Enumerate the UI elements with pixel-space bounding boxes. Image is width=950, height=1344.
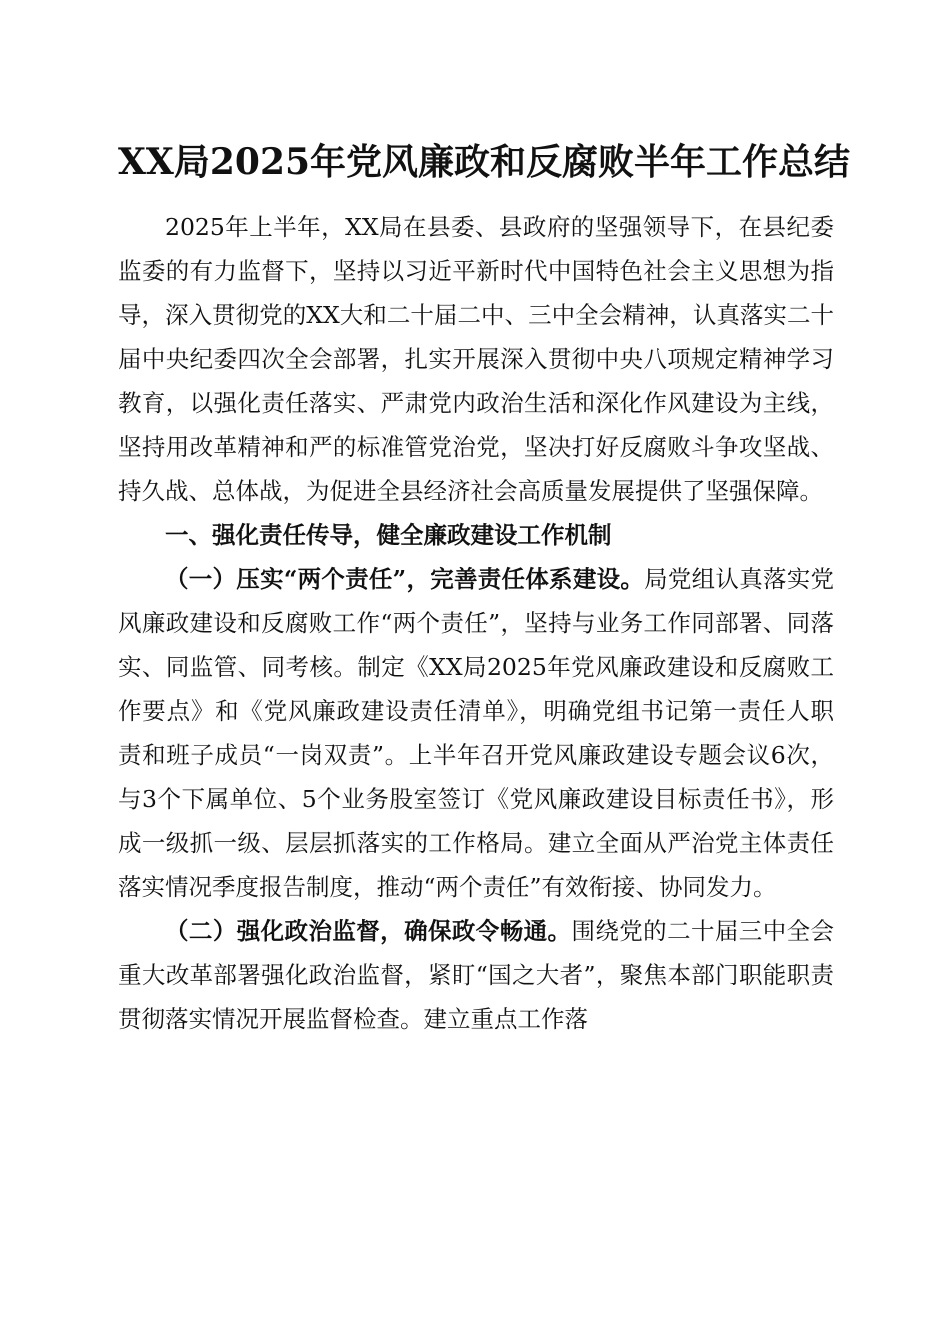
intro-paragraph: 2025年上半年，XX局在县委、县政府的坚强领导下，在县纪委监委的有力监督下，坚持以习近平新时代中国特色社会主义思想为指导，深入贯彻党的XX大和二十届二中、三中全会精神，认真落实二十届中央纪委四次全会部署，扎实开展深入贯彻中央八项规定精神学习教育，以强化责任落实、严肃党内政治生活和深化作风建设为主线，坚持用改革精神和严的标准管党治党，坚决打好反腐败斗争攻坚战、持久战、总体战，为促进全县经济社会高质量发展提供了坚强保障。 — [118, 213, 834, 505]
subsection-2-lead: （二）强化政治监督，确保政令畅通。 — [165, 917, 572, 945]
subsection-1-lead: （一）压实“两个责任”，完善责任体系建设。 — [165, 565, 645, 593]
section-1-heading: 一、强化责任传导，健全廉政建设工作机制 — [165, 521, 612, 549]
subsection-1-paragraph — [118, 557, 834, 909]
subsection-1-body: 局党组认真落实党风廉政建设和反腐败工作“两个责任”，坚持与业务工作同部署、同落实、同监管、同考核。制定《XX局2025年党风廉政建设和反腐败工作要点》和《党风廉政建设责任清单》，明确党组书记第一责任人职责和班子成员“一岗双责”。上半年召开党风廉政建设专题会议6次，与3个下属单位、5个业务股室签订《党风廉政建设目标责任书》，形成一级抓一级、层层抓落实的工作格局。建立全面从严治党主体责任落实情况季度报告制度，推动“两个责任”有效衔接、协同发力。 — [118, 565, 834, 901]
subsection-2-paragraph — [118, 909, 834, 1041]
document-body — [118, 205, 834, 1041]
subsection-2-body: 围绕党的二十届三中全会重大改革部署强化政治监督，紧盯“国之大者”，聚焦本部门职能职责贯彻落实情况开展监督检查。建立重点工作落 — [118, 917, 835, 1033]
document-title: XX局2025年党风廉政和反腐败半年工作总结 — [118, 141, 851, 183]
